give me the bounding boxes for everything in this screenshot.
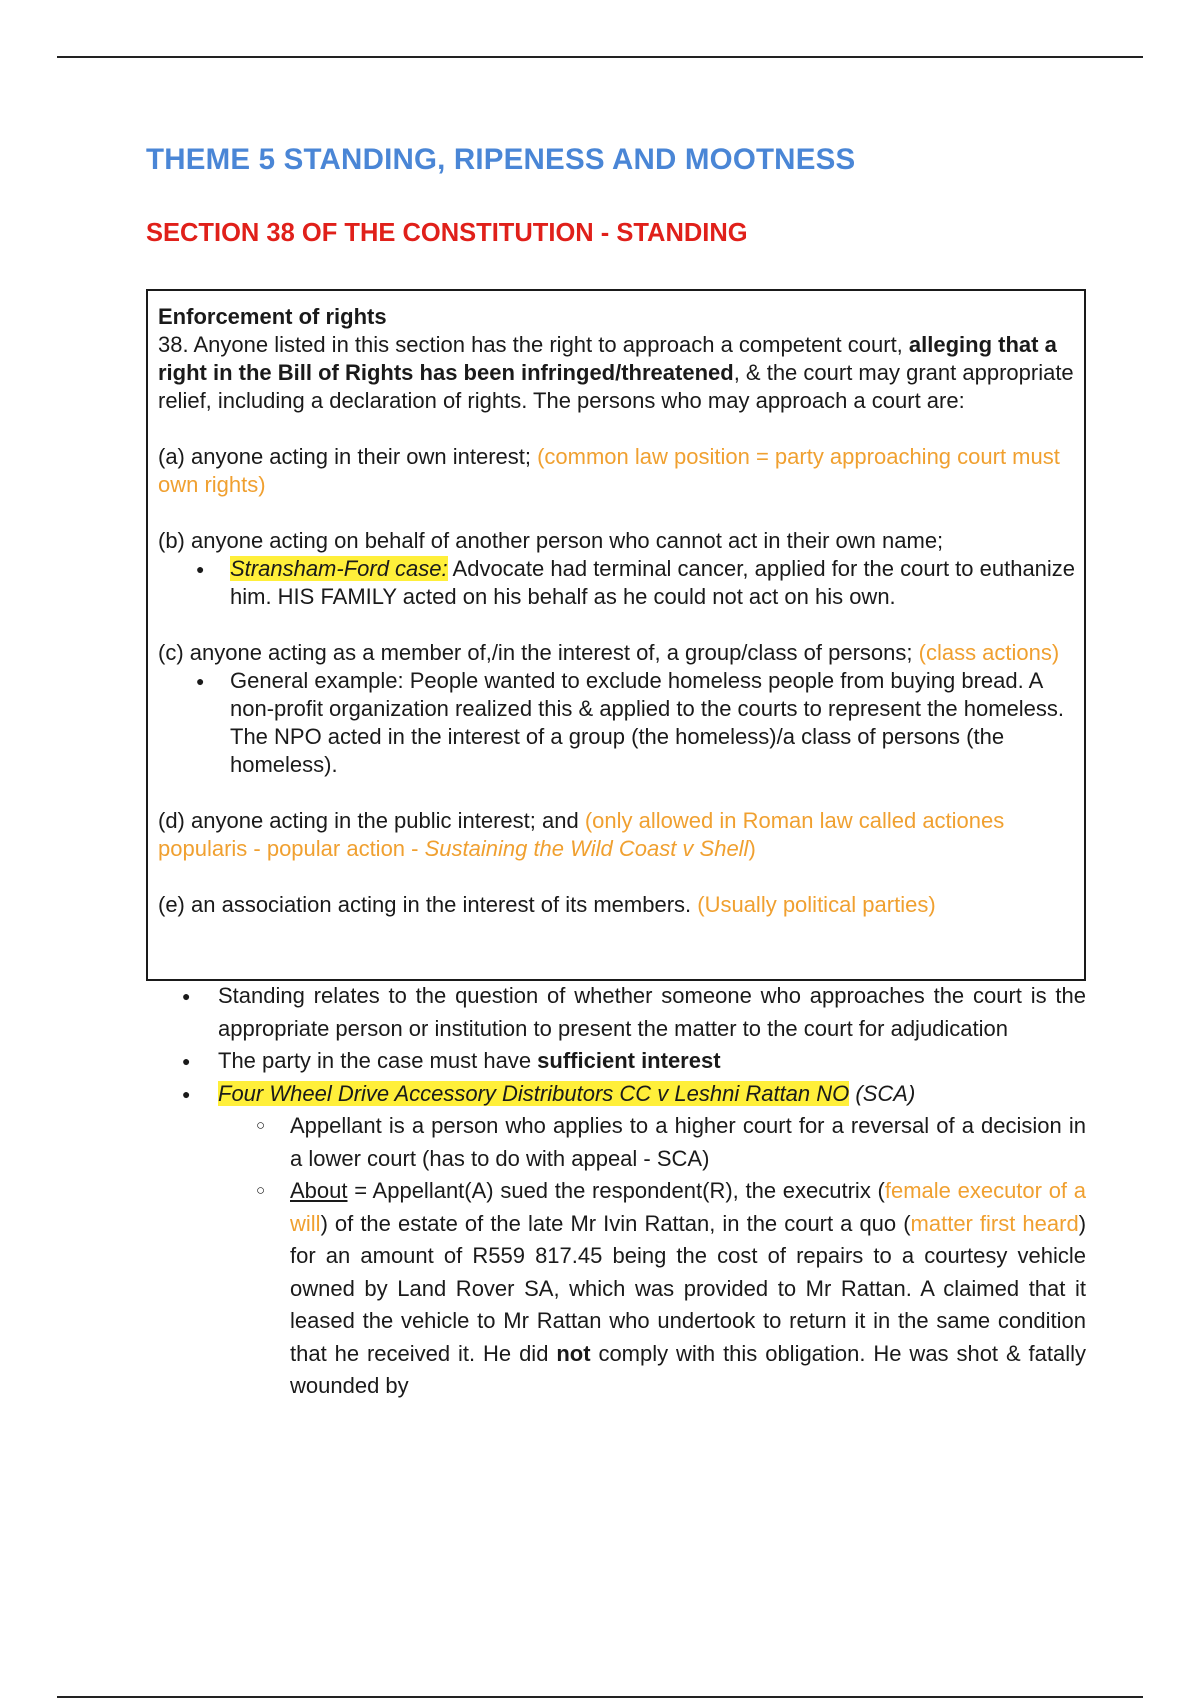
section-38-box <box>146 289 1086 981</box>
stransham-ford-case: Stransham-Ford case: <box>230 556 448 581</box>
case-sublist <box>218 1110 1086 1403</box>
list-item-case: ● Four Wheel Drive Accessory Distributors CC v Leshni Rattan NO (SCA) ○ Appellant is a person who applies to a higher court for a reversal of a decision in a lower court (has to do with appeal - SCA) ○ About = Appellant(A) sued the respondent(R), the executrix (female executor of a will) of the estate of the late Mr Ivin Rattan, in the court a quo (matter first heard) for an amount of R559 817.45 being the cost of repairs to a courtesy vehicle owned by Land Rover SA, which was provided to Mr Rattan. A claimed that it leased the vehicle to Mr Rattan who undertook to return it in the same condition that he received it. He did not comply with this obligation. He was shot & fatally wounded by <box>218 1078 1086 1403</box>
list-item: ● General example: People wanted to exclude homeless people from buying bread. A non-profit organization realized this & applied to the courts to represent the homeless. The NPO acted in the interest of a group (the homeless)/a class of persons (the homeless). <box>230 667 1076 779</box>
item-c: (c) anyone acting as a member of,/in the interest of, a group/class of persons; (class actions) <box>158 640 1060 665</box>
item-d-note: (only allowed in Roman law called actiones popularis - popular action - Sustaining the Wild Coast v Shell) <box>158 808 1005 861</box>
item-e-note: (Usually political parties) <box>697 892 936 917</box>
list-item: ○ About = Appellant(A) sued the respondent(R), the executrix (female executor of a will) of the estate of the late Mr Ivin Rattan, in the court a quo (matter first heard) for an amount of R559 817.45 being the cost of repairs to a courtesy vehicle owned by Land Rover SA, which was provided to Mr Rattan. A claimed that it leased the vehicle to Mr Rattan who undertook to return it in the same condition that he received it. He did not comply with this obligation. He was shot & fatally wounded by <box>290 1175 1086 1403</box>
item-d: (d) anyone acting in the public interest; and (only allowed in Roman law called actiones popularis - popular action - Sustaining the Wild Coast v Shell) <box>158 808 1005 861</box>
section-38-intro: 38. Anyone listed in this section has the right to approach a competent court, alleging that a right in the Bill of Rights has been infringed/threatened, & the court may grant appropriate relief, including a declaration of rights. The persons who may approach a court are: <box>158 332 1074 413</box>
top-rule <box>57 56 1143 58</box>
item-e: (e) an association acting in the interest of its members. (Usually political parties) <box>158 892 936 917</box>
item-a-note: (common law position = party approaching court must own rights) <box>158 444 1060 497</box>
list-item: ○ Appellant is a person who applies to a higher court for a reversal of a decision in a lower court (has to do with appeal - SCA) <box>290 1110 1086 1175</box>
item-b: (b) anyone acting on behalf of another person who cannot act in their own name; <box>158 528 944 553</box>
notes-section <box>146 980 1086 1403</box>
four-wheel-drive-case: Four Wheel Drive Accessory Distributors CC v Leshni Rattan NO <box>218 1080 850 1106</box>
theme-title: THEME 5 STANDING, RIPENESS AND MOOTNESS <box>146 143 856 176</box>
box-heading: Enforcement of rights <box>158 304 387 329</box>
item-c-list <box>158 667 1076 779</box>
list-item: ● Standing relates to the question of whether someone who approaches the court is the appropriate person or institution to present the matter to the court for adjudication <box>218 980 1086 1045</box>
item-b-list <box>158 555 1076 611</box>
bottom-rule <box>57 1696 1143 1698</box>
item-c-note: (class actions) <box>918 640 1060 665</box>
section-title: SECTION 38 OF THE CONSTITUTION - STANDING <box>146 219 748 247</box>
list-item: ● The party in the case must have sufficient interest <box>218 1045 1086 1078</box>
item-a: (a) anyone acting in their own interest; (common law position = party approaching court must own rights) <box>158 444 1060 497</box>
notes-list <box>146 980 1086 1403</box>
list-item: ● Stransham-Ford case: Advocate had terminal cancer, applied for the court to euthanize him. HIS FAMILY acted on his behalf as he could not act on his own. <box>230 555 1076 611</box>
